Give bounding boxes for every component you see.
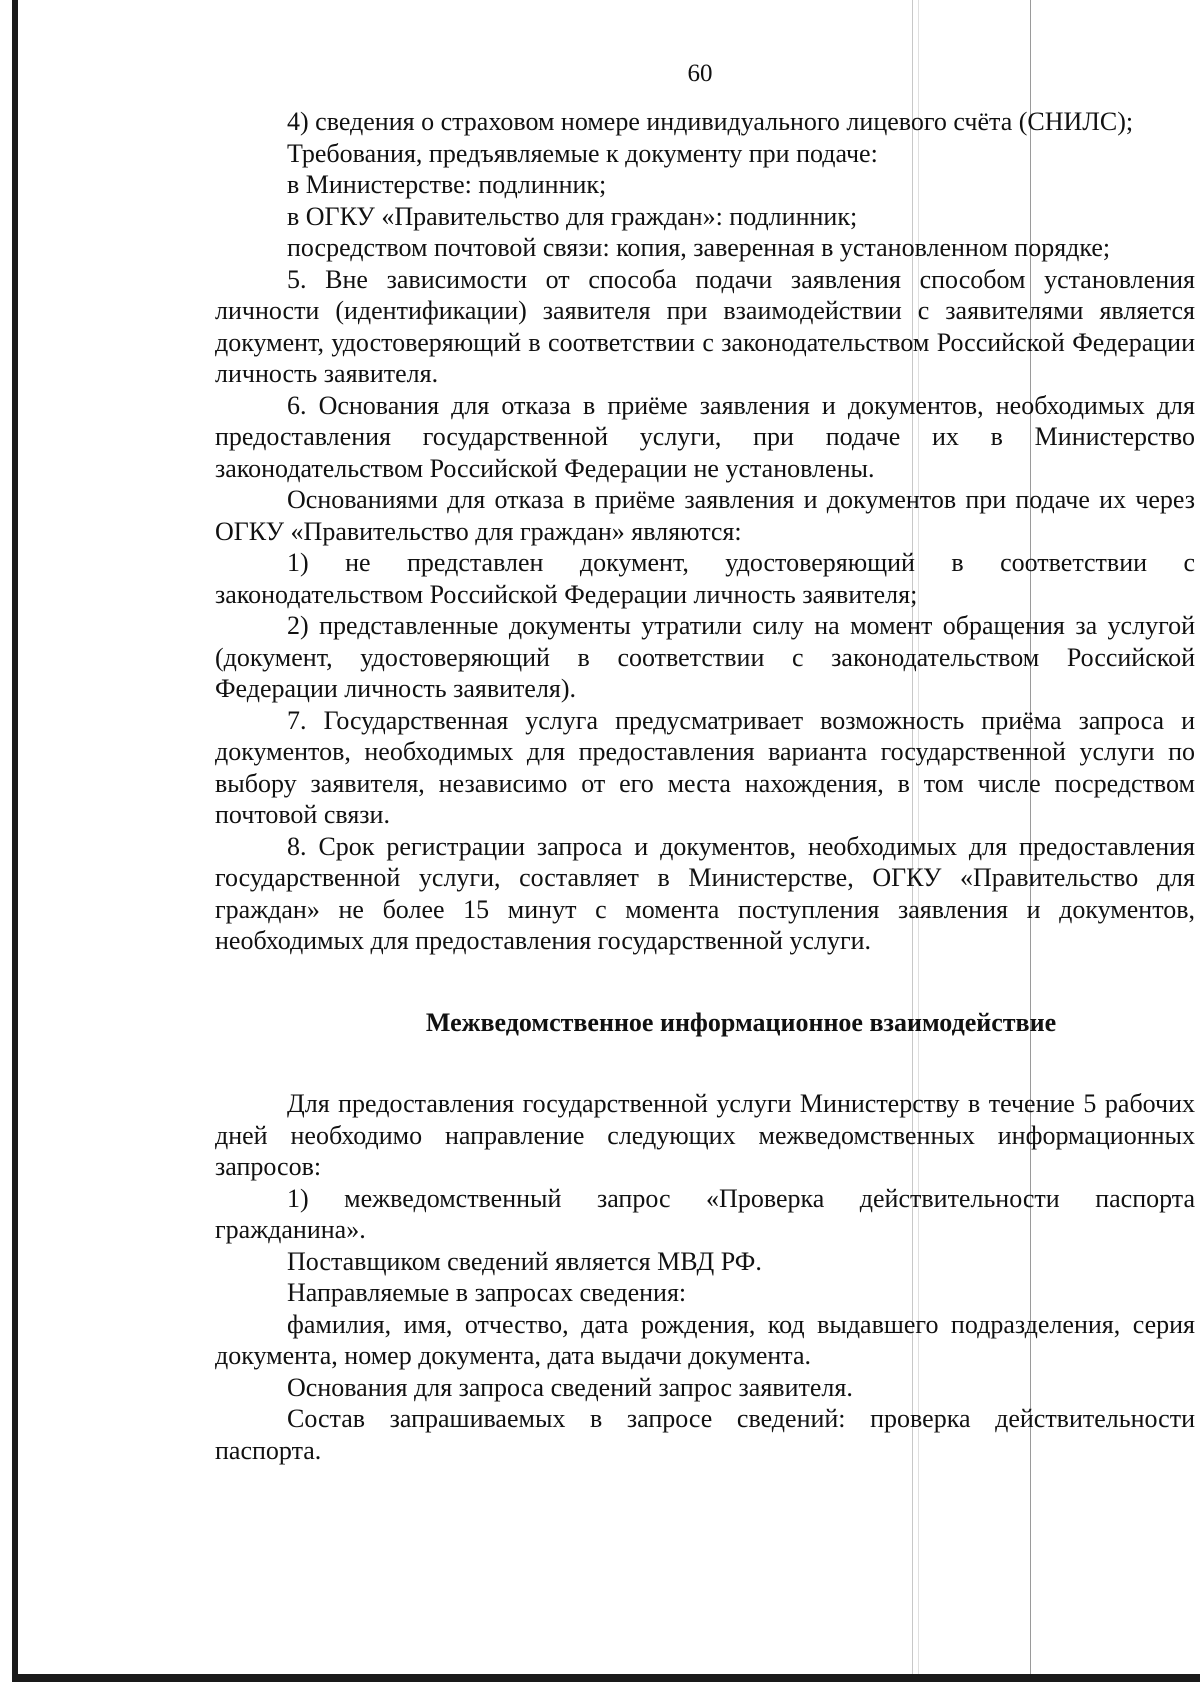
paragraph: 6. Основания для отказа в приёме заявления и документов, необходимых для предоставления государственной услуги, при подаче их в Министерство законодательством Российской Федерации не установлены.	[215, 390, 1195, 483]
scan-bottom-border	[12, 1674, 1200, 1682]
page-number: 60	[687, 60, 713, 87]
paragraph: Состав запрашиваемых в запросе сведений: проверка действительности паспорта.	[215, 1404, 1195, 1465]
scan-left-border	[12, 0, 18, 1680]
paragraph: Основаниями для отказа в приёме заявления и документов при подаче их через ОГКУ «Правительство для граждан» являются:	[215, 485, 1195, 546]
document-body	[215, 106, 1195, 1466]
paragraph: 1) не представлен документ, удостоверяющий в соответствии с законодательством Российской Федерации личность заявителя;	[215, 548, 1195, 609]
paragraph: Направляемые в запросах сведения:	[287, 1278, 687, 1307]
paragraph: 5. Вне зависимости от способа подачи заявления способом установления личности (идентификации) заявителя при взаимодействии с заявителями является документ, удостоверяющий в соответствии с законодательством Российской Федерации личность заявителя.	[215, 264, 1195, 388]
paragraph: посредством почтовой связи: копия, заверенная в установленном порядке;	[287, 233, 1111, 262]
paragraph: 2) представленные документы утратили силу на момент обращения за услугой (документ, удостоверяющий в соответствии с законодательством Российской Федерации личность заявителя).	[215, 611, 1195, 703]
paragraph: Для предоставления государственной услуги Министерству в течение 5 рабочих дней необходимо направление следующих межведомственных информационных запросов:	[215, 1089, 1195, 1181]
paragraph: в ОГКУ «Правительство для граждан»: подлинник;	[287, 201, 858, 231]
section-heading: Межведомственное информационное взаимодействие	[425, 1007, 1057, 1037]
paragraph: Требования, предъявляемые к документу при подаче:	[287, 138, 878, 168]
paragraph: 1) межведомственный запрос «Проверка действительности паспорта гражданина».	[215, 1183, 1195, 1244]
paragraph: 8. Срок регистрации запроса и документов, необходимых для предоставления государственной услуги, составляет в Министерстве, ОГКУ «Правительство для граждан» не более 15 минут с момента поступления заявления и документов, необходимых для предоставления государственной услуги.	[215, 831, 1195, 955]
paragraph: в Министерстве: подлинник;	[287, 170, 607, 199]
paragraph: Основания для запроса сведений запрос заявителя.	[287, 1372, 853, 1402]
paragraph: фамилия, имя, отчество, дата рождения, код выдавшего подразделения, серия документа, номер документа, дата выдачи документа.	[215, 1309, 1195, 1370]
paragraph: Поставщиком сведений является МВД РФ.	[287, 1246, 762, 1276]
paragraph: 4) сведения о страховом номере индивидуального лицевого счёта (СНИЛС);	[287, 107, 1134, 136]
paragraph: 7. Государственная услуга предусматривает возможность приёма запроса и документов, необходимых для предоставления варианта государственной услуги по выбору заявителя, независимо от его места нахождения, в том числе посредством почтовой связи.	[215, 705, 1195, 829]
